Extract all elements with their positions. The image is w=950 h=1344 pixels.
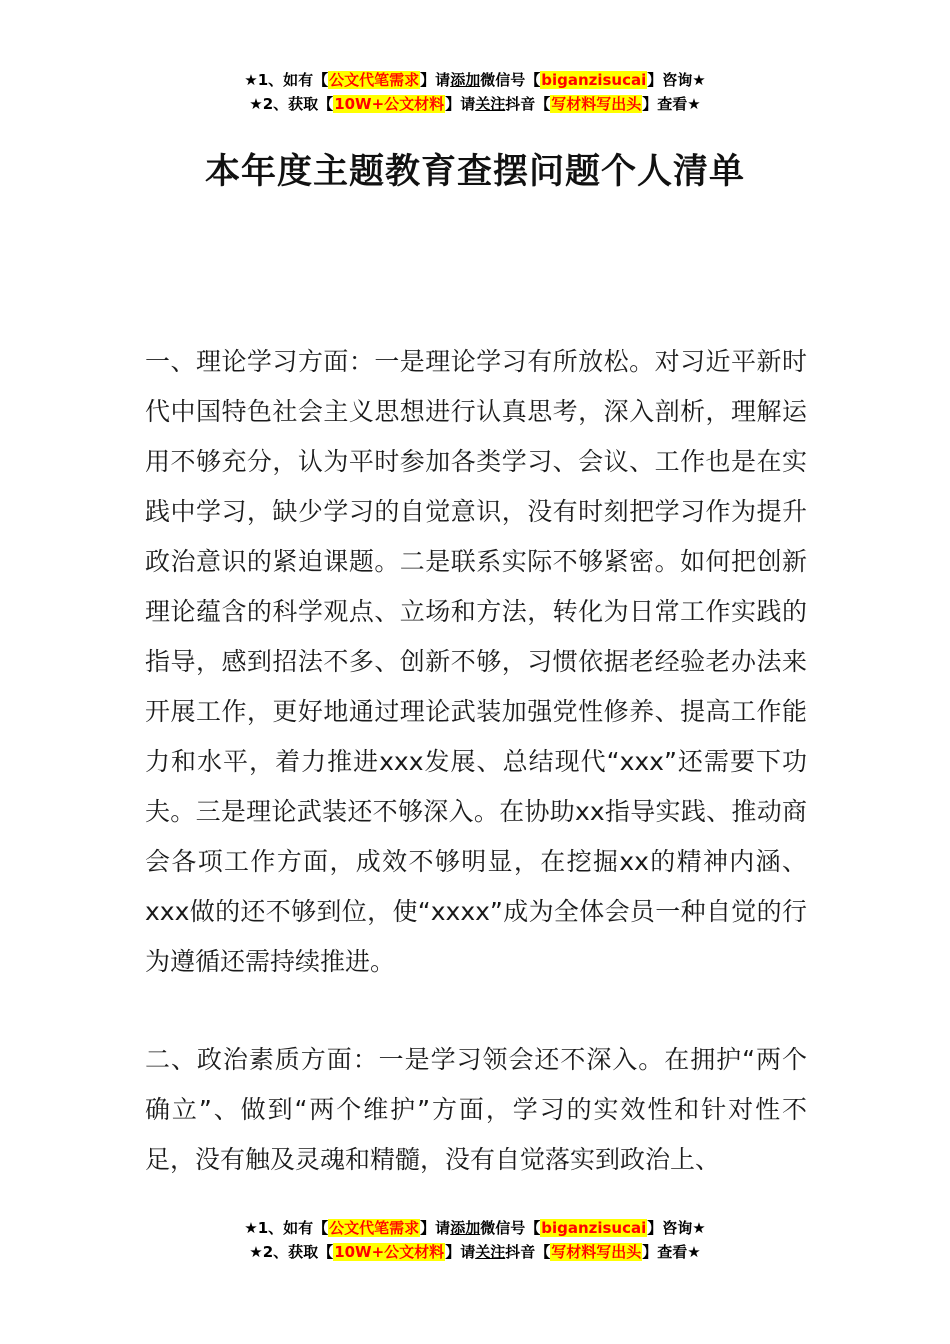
promo-highlight: 写材料写出头	[551, 1243, 642, 1261]
promo-text: 微信号【	[480, 1219, 541, 1237]
promo-line-1	[0, 68, 950, 92]
promo-text: 】查看★	[642, 95, 701, 113]
promo-highlight: 写材料写出头	[551, 95, 642, 113]
promo-text: 】请	[420, 1219, 451, 1237]
promo-line-2	[0, 92, 950, 116]
promo-text: 】咨询★	[647, 71, 706, 89]
promo-highlight: 公文代笔需求	[329, 71, 420, 89]
body-paragraph-2	[145, 1035, 807, 1185]
promo-text: 】查看★	[642, 1243, 701, 1261]
document-title: 本年度主题教育查摆问题个人清单	[204, 152, 745, 192]
promo-text: 】咨询★	[647, 1219, 706, 1237]
promo-text: 抖音【	[505, 95, 551, 113]
promo-underlined: 添加	[450, 1219, 481, 1237]
promo-underlined: 关注	[475, 1243, 506, 1261]
promo-text: 】请	[420, 71, 451, 89]
promo-text: 】请	[445, 95, 476, 113]
body-paragraph-1	[145, 337, 807, 987]
promo-underlined: 添加	[450, 71, 481, 89]
promo-text: 微信号【	[480, 71, 541, 89]
promo-highlight: 公文代笔需求	[329, 1219, 420, 1237]
promo-highlight: biganzisucai	[541, 71, 647, 89]
promo-text: ★2、获取【	[249, 1243, 334, 1261]
promo-text: ★1、如有【	[244, 1219, 329, 1237]
paragraph-text: 一、理论学习方面：一是理论学习有所放松。对习近平新时代中国特色社会主义思想进行认真思考，深入剖析，理解运用不够充分，认为平时参加各类学习、会议、工作也是在实践中学习，缺少学习的自觉意识，没有时刻把学习作为提升政治意识的紧迫课题。二是联系实际不够紧密。如何把创新理论蕴含的科学观点、立场和方法，转化为日常工作实践的指导，感到招法不多、创新不够，习惯依据老经验老办法来开展工作，更好地通过理论武装加强党性修养、提高工作能力和水平，着力推进xxx发展、总结现代“xxx”还需要下功夫。三是理论武装还不够深入。在协助xx指导实践、推动商会各项工作方面，成效不够明显，在挖掘xx的精神内涵、xxx做的还不够到位，使“xxxx”成为全体会员一种自觉的行为遵循还需持续推进。	[145, 347, 807, 976]
promo-text: 抖音【	[505, 1243, 551, 1261]
paragraph-text: 二、政治素质方面：一是学习领会还不深入。在拥护“两个确立”、做到“两个维护”方面，学习的实效性和针对性不足，没有触及灵魂和精髓，没有自觉落实到政治上、	[145, 1045, 807, 1174]
promo-line-2	[0, 1240, 950, 1264]
promo-text: ★1、如有【	[244, 71, 329, 89]
promo-highlight: 10W+公文材料	[334, 1243, 445, 1261]
promo-banner-bottom	[0, 1216, 950, 1264]
promo-highlight: 10W+公文材料	[334, 95, 445, 113]
promo-text: 】请	[445, 1243, 476, 1261]
promo-highlight: biganzisucai	[541, 1219, 647, 1237]
promo-line-1	[0, 1216, 950, 1240]
promo-banner-top	[0, 68, 950, 116]
promo-text: ★2、获取【	[249, 95, 334, 113]
promo-underlined: 关注	[475, 95, 506, 113]
